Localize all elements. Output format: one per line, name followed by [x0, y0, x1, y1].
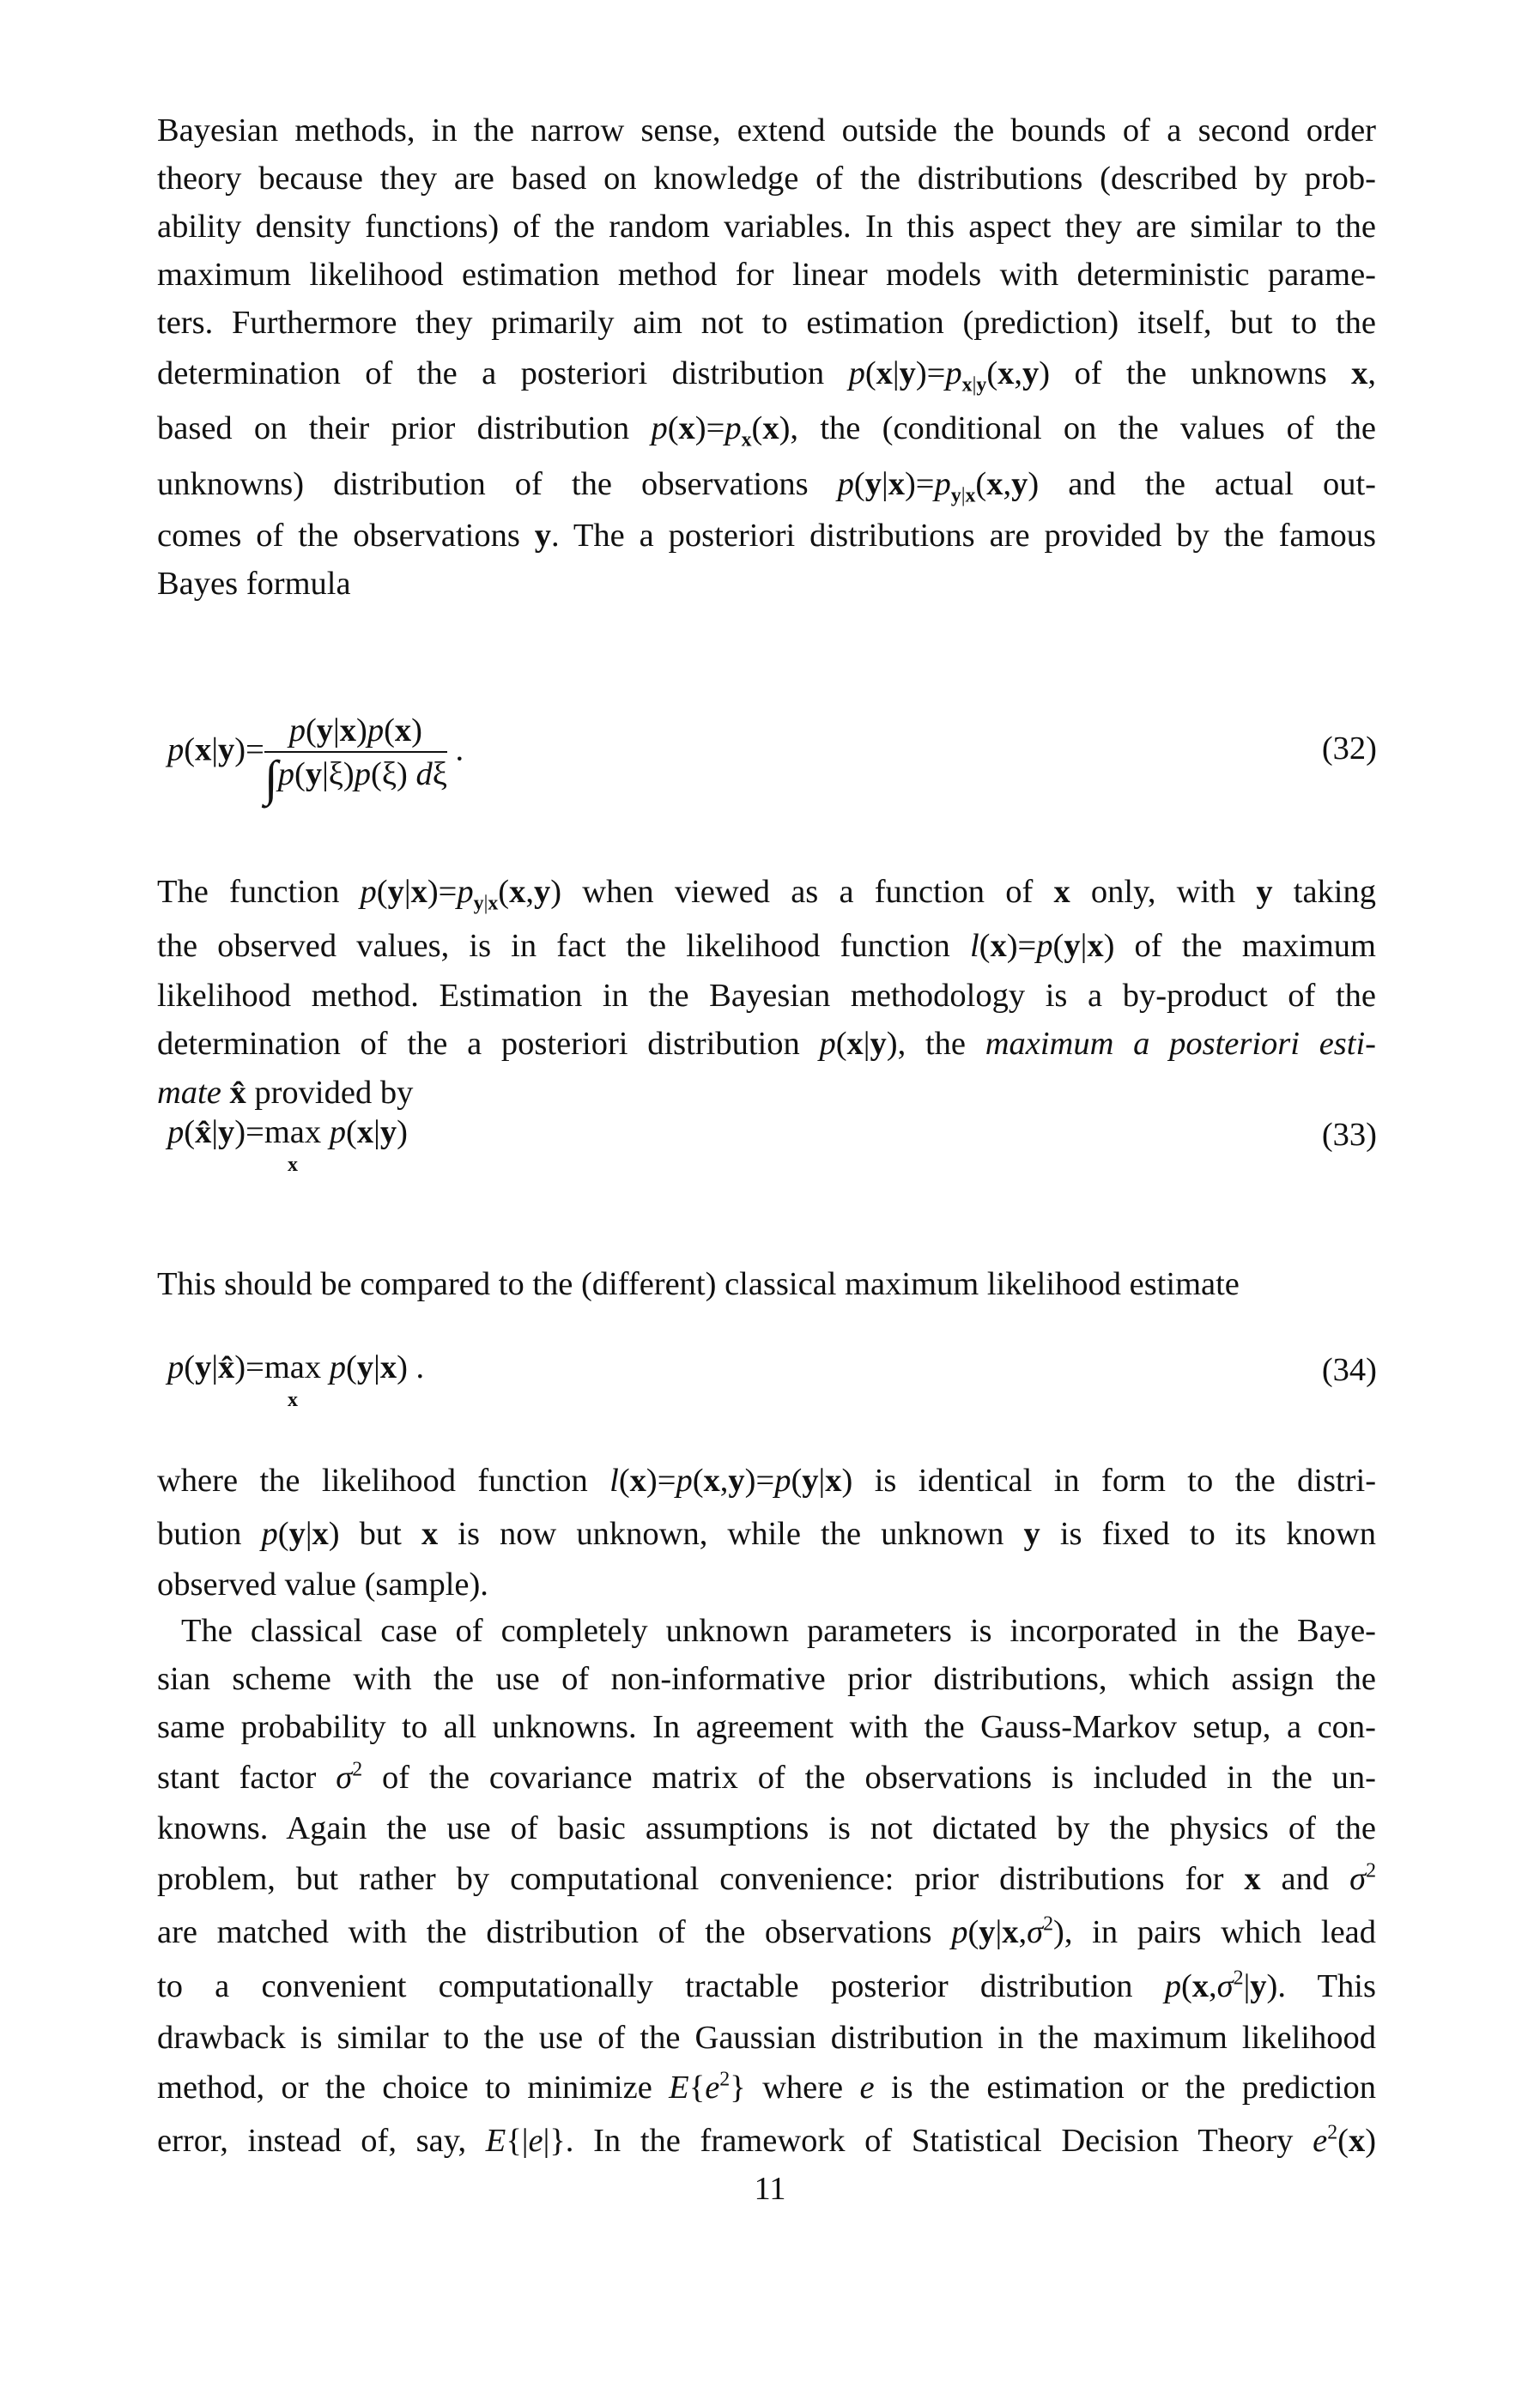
- text-line: stant factor $\sigma^2$ of the covariance matrix of the observations is included in the un-: [157, 1758, 1377, 1796]
- equation-32: p(x|y)= $\frac{p(y|x)p(x)}{\int p(y|\xi)p(\xi) d\xi}$ .: [167, 712, 464, 806]
- text-line: bution p(y|x) but x is now unknown, while the unknown y is fixed to its known: [157, 1516, 1377, 1552]
- text-line: likelihood method. Estimation in the Bayesian methodology is a by-product of the: [157, 978, 1376, 1014]
- text-line: sian scheme with the use of non-informative prior distributions, which assign the: [157, 1661, 1376, 1697]
- paragraph-compare: [157, 1260, 1376, 1308]
- paragraph-bayesian-intro: [157, 106, 1376, 608]
- text-line: same probability to all unknowns. In agreement with the Gauss-Markov setup, a con-: [157, 1709, 1376, 1745]
- text-line: This should be compared to the (different) classical maximum likelihood estimate: [157, 1266, 1240, 1302]
- equation-number: (34): [1321, 1352, 1377, 1388]
- text-line: based on their prior distribution $p(x)=p_x(x)$, the (conditional on the values of the: [157, 410, 1376, 452]
- text-line: Bayes formula: [157, 566, 351, 602]
- text-line: problem, but rather by computational convenience: prior distributions for x and $\sigma^2$: [157, 1859, 1377, 1897]
- text-line: theory because they are based on knowledge of the distributions (described by prob-: [157, 161, 1376, 197]
- math-inline: p: [848, 355, 865, 391]
- paragraph-likelihood-form: [157, 1454, 1376, 1609]
- text-line: are matched with the distribution of the observations $p(y|x,\sigma^2)$, in pairs which lead: [157, 1912, 1377, 1950]
- equation-34: p(y|x̂)=max x p(y|x) .: [167, 1349, 425, 1411]
- text-line: to a convenient computationally tractable posterior distribution $p(x,\sigma^2|y)$. This: [157, 1967, 1376, 2004]
- page-number: 11: [754, 2171, 786, 2207]
- text-line: error, instead of, say, E{|e|}. In the framework of Statistical Decision Theory $e^2(x)$: [157, 2121, 1377, 2159]
- fraction: $\frac{p(y|x)p(x)}{\int p(y|\xi)p(\xi) d\xi}$: [264, 712, 447, 806]
- text-line: observed value (sample).: [157, 1567, 488, 1603]
- text-line: maximum likelihood estimation method for linear models with deterministic parame-: [157, 257, 1376, 293]
- text-line: The classical case of completely unknown parameters is incorporated in the Baye-: [181, 1613, 1376, 1649]
- equation-number: (33): [1321, 1117, 1377, 1153]
- equation-33: p(x̂|y)=max x p(x|y): [167, 1114, 408, 1176]
- text-line: ters. Furthermore they primarily aim not to estimation (prediction) itself, but to the: [157, 305, 1376, 341]
- paragraph-classical-case: [157, 1607, 1376, 2168]
- text-line: The function $p(y|x)=p_{y|x}(x,y)$ when viewed as a function of x only, with y taking: [157, 874, 1376, 915]
- text-line: unknowns) distribution of the observations $p(y|x)=p_{y|x}(x,y)$ and the actual out-: [157, 466, 1376, 507]
- paragraph-likelihood: [157, 864, 1376, 1118]
- text-line: knowns. Again the use of basic assumptions is not dictated by the physics of the: [157, 1810, 1376, 1846]
- equation-number: (32): [1321, 730, 1377, 767]
- text-line: comes of the observations y. The a posteriori distributions are provided by the famous: [157, 518, 1377, 554]
- text-line: Bayesian methods, in the narrow sense, extend outside the bounds of a second order: [157, 112, 1376, 148]
- text-line: ability density functions) of the random variables. In this aspect they are similar to the: [157, 209, 1376, 245]
- text-line: mate x̂ provided by: [157, 1075, 414, 1111]
- text-line: drawback is similar to the use of the Gaussian distribution in the maximum likelihood: [157, 2020, 1376, 2056]
- text-line: where the likelihood function l(x)=p(x,y)=p(y|x) is identical in form to the distri-: [157, 1463, 1377, 1499]
- text-line: the observed values, is in fact the likelihood function l(x)=p(y|x) of the maximum: [157, 928, 1377, 964]
- text-line: determination of the a posteriori distribution $p(x|y)=p_{x|y}(x,y)$ of the unknowns x,: [157, 355, 1377, 397]
- text-line: method, or the choice to minimize $E\{e^2\}$ where e is the estimation or the prediction: [157, 2068, 1377, 2106]
- text-line: determination of the a posteriori distribution p(x|y), the maximum a posteriori esti-: [157, 1026, 1377, 1062]
